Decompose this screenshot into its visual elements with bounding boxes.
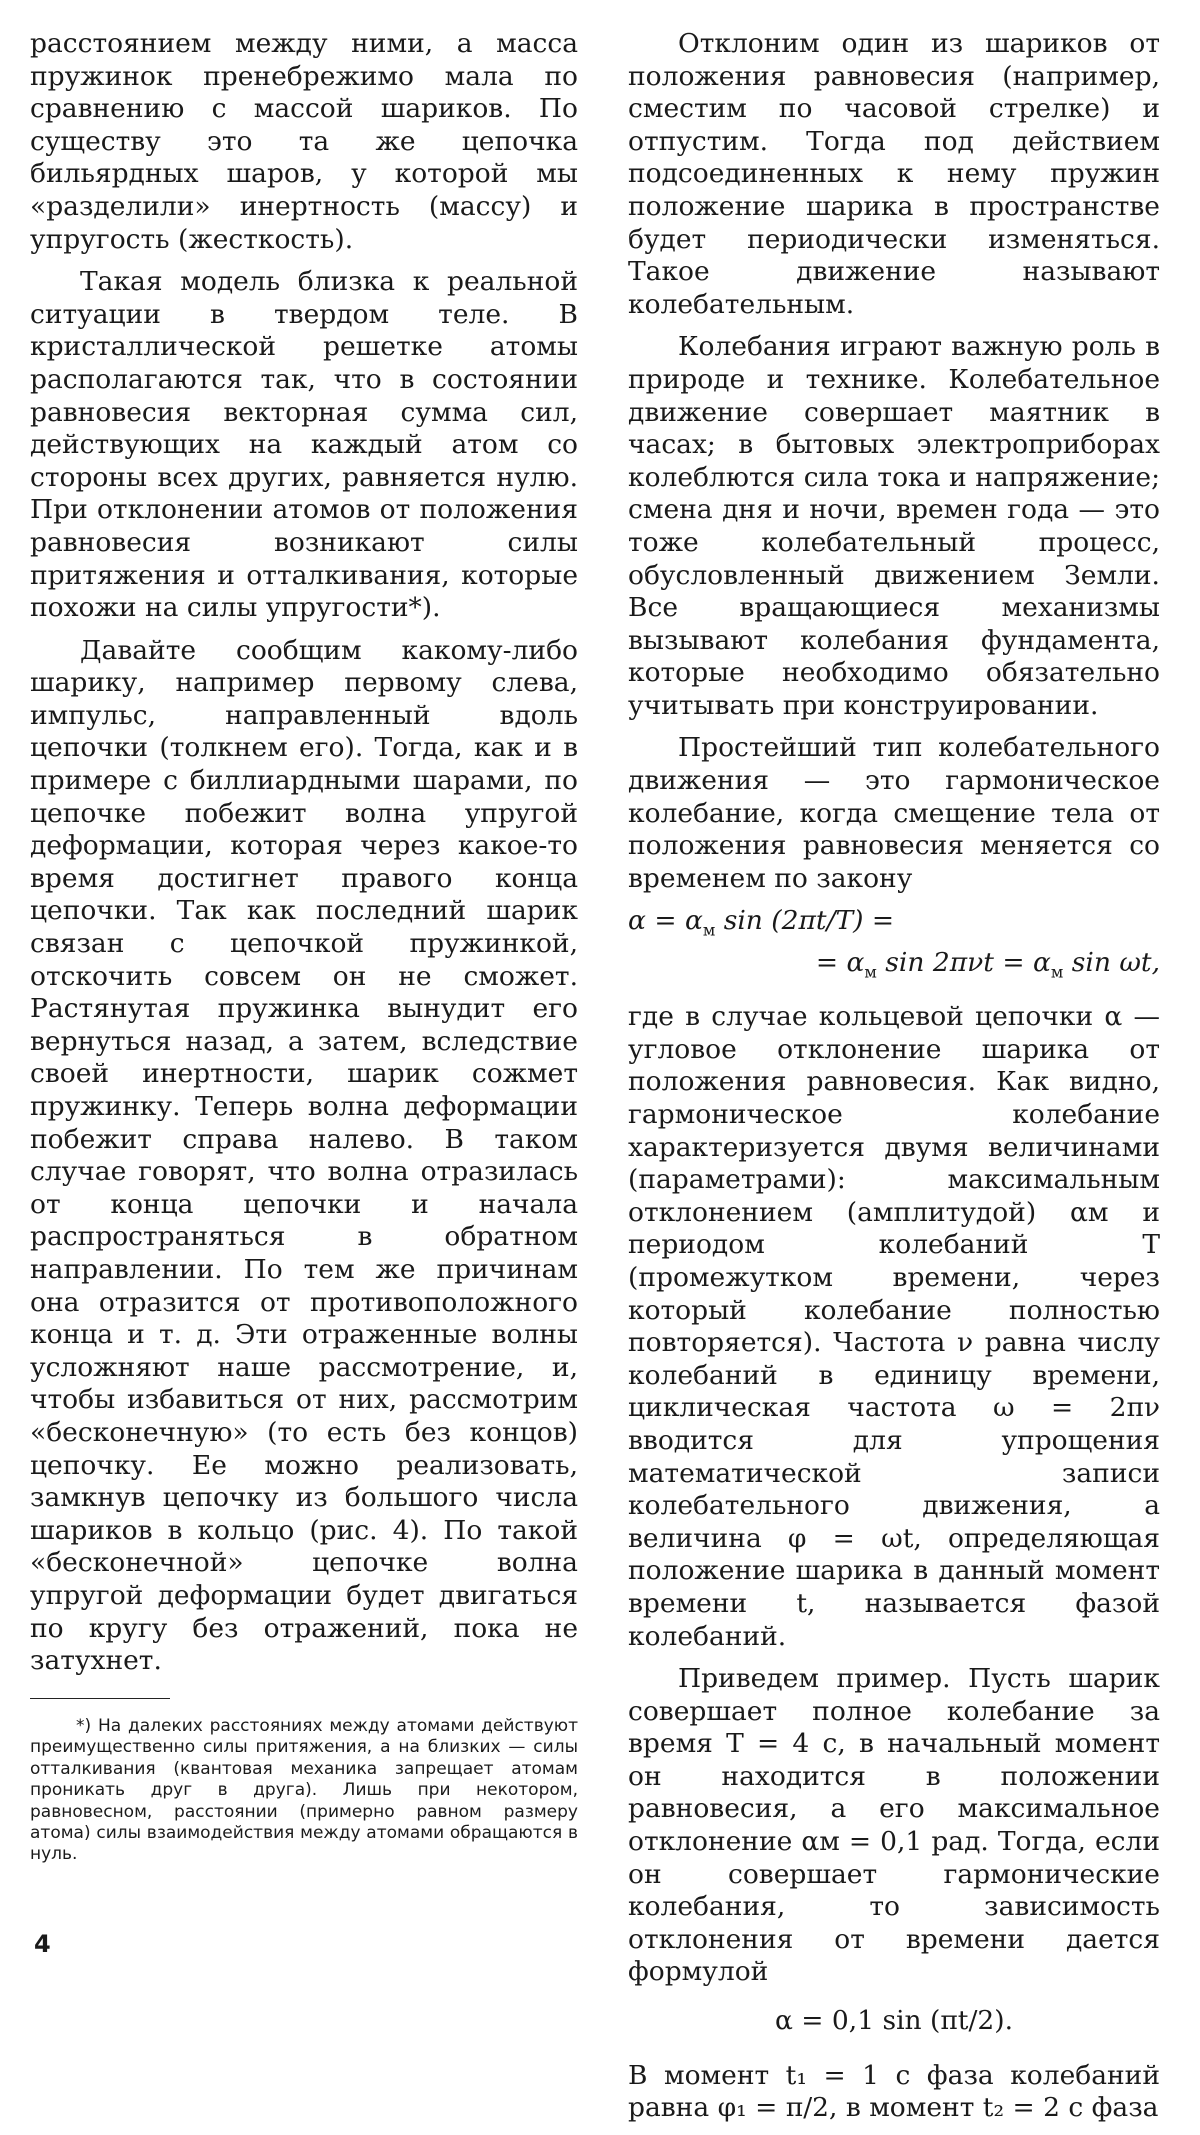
left-column xyxy=(30,28,578,1688)
right-column xyxy=(628,28,1160,2135)
paragraph: Отклоним один из шариков от положения равновесия (например, сместим по часовой стрелке) и отпустим. Тогда под действием подсоединенных к нему пружин положение шарика в пространстве будет периодически изменяться. Такое движение называют колебательным. xyxy=(628,28,1160,320)
paragraph: где в случае кольцевой цепочки α — угловое отклонение шарика от положения равновесия. Как видно, гармоническое колебание характеризуется двумя величинами (параметрами): максимальным отклонением (амплитудой) αм и периодом колебаний T (промежутком времени, через который колебание полностью повторяется). Частота ν равна числу колебаний в единицу времени, циклическая частота ω = 2πν вводится для упрощения математической записи колебательного движения, а величина φ = ωt, определяющая положение шарика в данный момент времени t, называется фазой колебаний. xyxy=(628,1001,1160,1652)
paragraph: Простейший тип колебательного движения — это гармоническое колебание, когда смещение тела от положения равновесия меняется со временем по закону xyxy=(628,732,1160,894)
footnote-rule xyxy=(30,1698,170,1699)
example-formula: α = 0,1 sin (πt/2). xyxy=(774,2005,1014,2037)
paragraph: Колебания играют важную роль в природе и технике. Колебательное движение совершает маятник в часах; в бытовых электроприборах колеблются сила тока и напряжение; смена дня и ночи, времен года — это тоже колебательный процесс, обусловленный движением Земли. Все вращающиеся механизмы вызывают колебания фундамента, которые необходимо обязательно учитывать при конструировании. xyxy=(628,331,1160,721)
footnote: *) На далеких расстояниях между атомами действуют преимущественно силы притяжения, а на близких — силы отталкивания (квантовая механика запрещает атомам проникать друг в друга). Лишь при некотором, равновесном, расстоянии (примерно равном размеру атома) силы взаимодействия между атомами обращаются в нуль. xyxy=(30,1716,578,1865)
paragraph: Приведем пример. Пусть шарик совершает полное колебание за время T = 4 с, в начальный момент он находится в положении равновесия, а его максимальное отклонение αм = 0,1 рад. Тогда, если он совершает гармонические колебания, то зависимость отклонения от времени дается формулой xyxy=(628,1663,1160,1988)
paragraph: Давайте сообщим какому-либо шарику, например первому слева, импульс, направленный вдоль цепочки (толкнем его). Тогда, как и в примере с биллиардными шарами, по цепочке побежит волна упругой деформации, которая через какое-то время достигнет правого конца цепочки. Так как последний шарик связан с цепочкой пружинкой, отскочить совсем он не сможет. Растянутая пружинка вынудит его вернуться назад, а затем, вследствие своей инертности, шарик сожмет пружинку. Теперь волна деформации побежит справа налево. В таком случае говорят, что волна отразилась от конца цепочки и начала распространяться в обратном направлении. По тем же причинам она отразится от противоположного конца и т. д. Эти отраженные волны усложняют наше рассмотрение, и, чтобы избавиться от них, рассмотрим «бесконечную» (то есть без концов) цепочку. Ее можно реализовать, замкнув цепочку из большого числа шариков в кольцо (рис. 4). По такой «бесконечной» цепочке волна упругой деформации будет двигаться по кругу без отражений, пока не затухнет. xyxy=(30,634,578,1677)
paragraph: Такая модель близка к реальной ситуации в твердом теле. В кристаллической решетке атомы располагаются так, что в состоянии равновесия векторная сумма сил, действующих на каждый атом со стороны всех других, равняется нулю. При отклонении атомов от положения равновесия возникают силы притяжения и отталкивания, которые похожи на силы упругости*). xyxy=(30,266,578,624)
paragraph: В момент t₁ = 1 с фаза колебаний равна φ₁ = π/2, в момент t₂ = 2 с фаза xyxy=(628,2059,1160,2124)
page-number: 4 xyxy=(34,1930,51,1958)
paragraph: расстоянием между ними, а масса пружинок пренебрежимо мала по сравнению с массой шариков. По существу это та же цепочка бильярдных шаров, у которой мы «разделили» инертность (массу) и упругость (жесткость). xyxy=(30,28,578,255)
harmonic-formula: $\alpha = \alpha_м$ sin (2πt/T) = = $\alpha_м$ $\sin 2\pi\nu t = \alpha_м$ sin ωt, xyxy=(628,905,1160,982)
